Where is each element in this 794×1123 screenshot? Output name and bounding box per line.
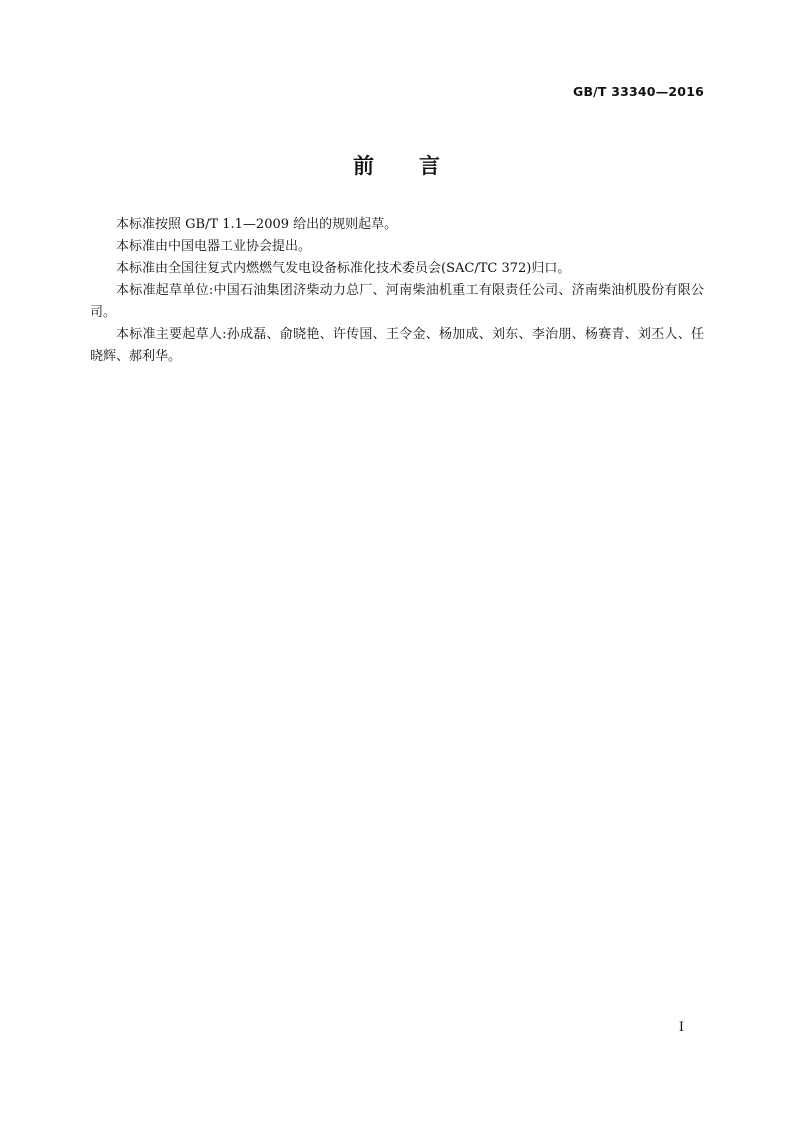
- paragraph-drafters: 本标准主要起草人:孙成磊、俞晓艳、许传国、王令金、杨加成、刘东、李治朋、杨赛青、刘丕人、任晓辉、郝利华。: [90, 327, 704, 364]
- paragraph-proposer: 本标准由中国电器工业协会提出。: [116, 239, 312, 254]
- standard-number: GB/T 33340—2016: [572, 84, 704, 99]
- page-number: I: [678, 1020, 684, 1035]
- page-title: 前 言: [353, 154, 441, 178]
- paragraph-drafting-units: 本标准起草单位:中国石油集团济柴动力总厂、河南柴油机重工有限责任公司、济南柴油机股份有限公司。: [90, 283, 704, 320]
- foreword-body: [90, 214, 704, 368]
- paragraph-drafting-rules: 本标准按照 GB/T 1.1—2009 给出的规则起草。: [116, 217, 398, 232]
- paragraph-technical-committee: 本标准由全国往复式内燃燃气发电设备标准化技术委员会(SAC/TC 372)归口。: [116, 261, 571, 276]
